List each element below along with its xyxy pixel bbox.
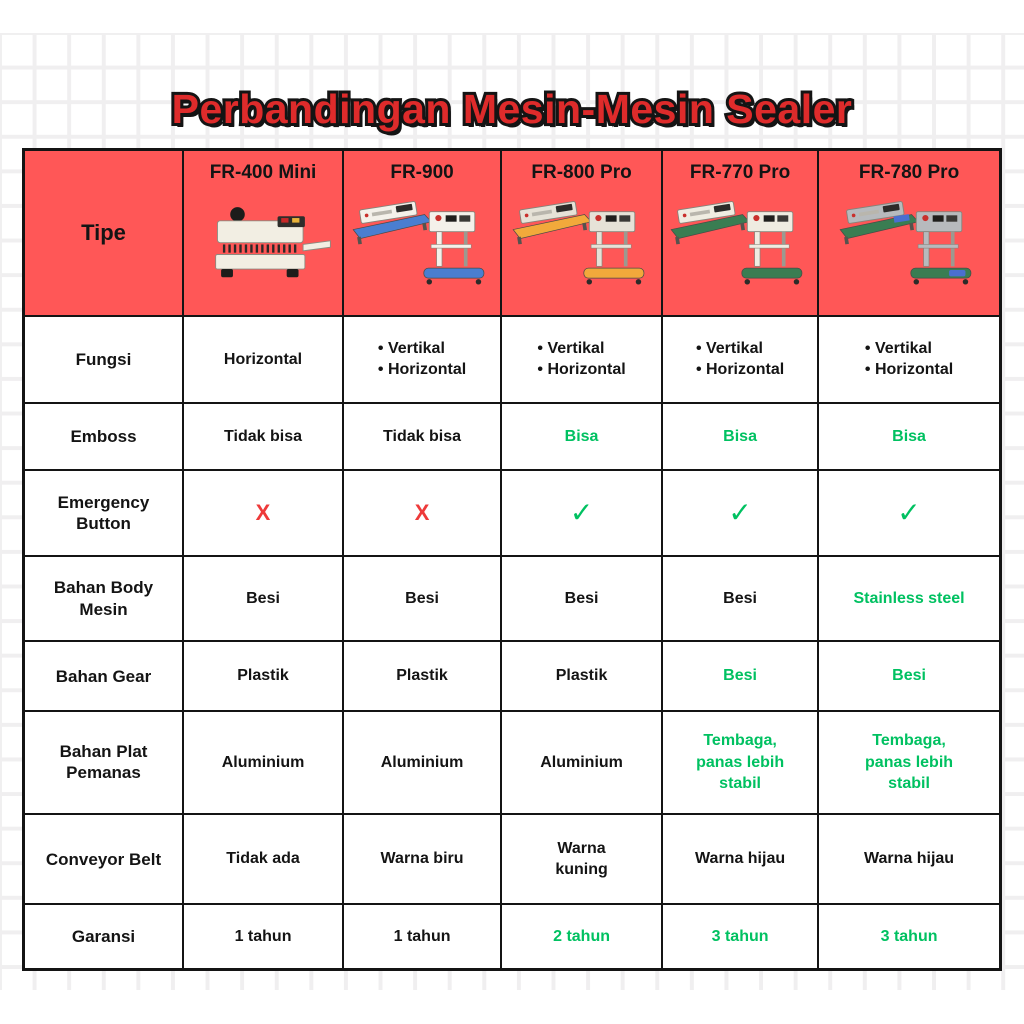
cell-bahan-plat-pemanas-fr-400-mini (184, 712, 344, 815)
cell-bahan-body-mesin-fr-780-pro (819, 557, 999, 642)
row-label-text: Emergency Button (57, 492, 150, 533)
cell-fungsi-fr-800-pro (502, 317, 663, 404)
cell-value: Aluminium (221, 753, 305, 771)
cell-bahan-plat-pemanas-fr-770-pro (663, 712, 819, 815)
row-label-text: Garansi (71, 927, 136, 947)
cell-emboss-fr-780-pro (819, 404, 999, 471)
cell-value: Stainless steel (853, 589, 965, 607)
row-label-bahan-gear (25, 642, 184, 711)
tipe-label: Tipe (81, 219, 126, 245)
row-label-text: Bahan Gear (55, 666, 152, 686)
cell-bahan-plat-pemanas-fr-800-pro (502, 712, 663, 815)
cell-bahan-gear-fr-400-mini (184, 642, 344, 711)
machine-name-fr-770-pro: FR-770 Pro (689, 162, 791, 183)
machine-image-fr-800-pro (507, 188, 657, 295)
row-label-bahan-plat-pemanas (25, 712, 184, 815)
cell-garansi-fr-900 (344, 905, 502, 968)
cell-emergency-button-fr-770-pro (663, 471, 819, 557)
cell-bahan-plat-pemanas-fr-780-pro (819, 712, 999, 815)
cell-value: Tidak bisa (383, 427, 462, 445)
cell-emboss-fr-770-pro (663, 404, 819, 471)
cross-mark-icon: X (255, 499, 271, 525)
cell-garansi-fr-770-pro (663, 905, 819, 968)
cell-bahan-gear-fr-770-pro (663, 642, 819, 711)
cell-value: Tidak bisa (224, 427, 302, 445)
cell-bahan-body-mesin-fr-770-pro (663, 557, 819, 642)
row-label-garansi (25, 905, 184, 968)
cell-value: Tidak ada (226, 850, 300, 868)
check-mark-icon: ✓ (897, 496, 921, 528)
cell-value: Aluminium (380, 753, 464, 771)
column-header-fr-900 (344, 151, 502, 317)
cell-emergency-button-fr-900 (344, 471, 502, 557)
row-label-fungsi (25, 317, 184, 404)
cell-value: Besi (246, 589, 280, 607)
row-label-text: Bahan Plat Pemanas (59, 742, 148, 783)
cell-fungsi-fr-900 (344, 317, 502, 404)
machine-name-fr-800-pro: FR-800 Pro (531, 162, 632, 183)
check-mark-icon: ✓ (569, 496, 594, 528)
cell-value: 1 tahun (234, 927, 292, 945)
cell-value: Tembaga, panas lebih stabil (696, 732, 785, 793)
row-label-emboss (25, 404, 184, 471)
cell-fungsi-fr-780-pro (819, 317, 999, 404)
cell-value: Bisa (723, 427, 757, 445)
cell-bahan-gear-fr-800-pro (502, 642, 663, 711)
cell-value: Warna biru (380, 850, 464, 868)
cell-bahan-gear-fr-900 (344, 642, 502, 711)
cell-emboss-fr-800-pro (502, 404, 663, 471)
cell-conveyor-belt-fr-780-pro (819, 815, 999, 905)
cell-garansi-fr-780-pro (819, 905, 999, 968)
cell-conveyor-belt-fr-770-pro (663, 815, 819, 905)
page-title: Perbandingan Mesin-Mesin Sealer (171, 86, 853, 132)
column-header-fr-770-pro (663, 151, 819, 317)
cell-value: 2 tahun (553, 927, 610, 945)
machine-image-fr-900 (347, 188, 497, 295)
cell-bahan-body-mesin-fr-400-mini (184, 557, 344, 642)
column-header-tipe (25, 151, 184, 317)
machine-name-fr-780-pro: FR-780 Pro (858, 162, 960, 183)
row-label-text: Fungsi (75, 349, 132, 369)
cell-fungsi-fr-770-pro (663, 317, 819, 404)
cell-value: Warna hijau (863, 850, 955, 868)
machine-name-fr-400-mini: FR-400 Mini (209, 162, 317, 183)
row-label-emergency-button (25, 471, 184, 557)
cell-bahan-body-mesin-fr-900 (344, 557, 502, 642)
row-label-bahan-body-mesin (25, 557, 184, 642)
cell-emboss-fr-900 (344, 404, 502, 471)
cell-fungsi-fr-400-mini (184, 317, 344, 404)
column-header-fr-400-mini (184, 151, 344, 317)
cell-value: Bisa (892, 427, 926, 445)
cell-value: Plastik (555, 667, 608, 685)
cell-emergency-button-fr-400-mini (184, 471, 344, 557)
cell-value: Besi (723, 589, 757, 607)
cell-value: Warna kuning (555, 839, 608, 879)
machine-image-fr-770-pro (665, 188, 815, 295)
cell-emergency-button-fr-800-pro (502, 471, 663, 557)
row-label-text: Conveyor Belt (45, 849, 162, 869)
cell-value: 3 tahun (711, 927, 769, 945)
cell-conveyor-belt-fr-800-pro (502, 815, 663, 905)
row-label-text: Emboss (70, 426, 137, 446)
cell-value: Besi (723, 667, 757, 685)
cell-value: Besi (892, 667, 926, 685)
column-header-fr-780-pro (819, 151, 999, 317)
cell-value: Bisa (564, 427, 599, 445)
cell-value: Besi (564, 589, 599, 607)
cell-value: Warna hijau (695, 850, 786, 868)
cell-value: Plastik (237, 667, 289, 685)
machine-image-fr-400-mini (188, 188, 338, 295)
cell-value: Besi (405, 589, 439, 607)
cell-value: Horizontal (223, 350, 303, 368)
cell-conveyor-belt-fr-900 (344, 815, 502, 905)
cell-emboss-fr-400-mini (184, 404, 344, 471)
cell-value: Plastik (396, 667, 448, 685)
row-label-conveyor-belt (25, 815, 184, 905)
cell-value: 3 tahun (880, 927, 938, 945)
cell-conveyor-belt-fr-400-mini (184, 815, 344, 905)
cell-value: Aluminium (540, 753, 623, 771)
machine-name-fr-900: FR-900 (390, 162, 454, 183)
cross-mark-icon: X (414, 499, 430, 525)
cell-value: • Vertikal • Horizontal (377, 339, 467, 379)
column-header-fr-800-pro (502, 151, 663, 317)
cell-value: • Vertikal • Horizontal (695, 339, 785, 379)
cell-garansi-fr-400-mini (184, 905, 344, 968)
cell-emergency-button-fr-780-pro (819, 471, 999, 557)
machine-image-fr-780-pro (834, 188, 984, 295)
cell-value: • Vertikal • Horizontal (864, 339, 954, 379)
cell-value: • Vertikal • Horizontal (537, 339, 626, 379)
check-mark-icon: ✓ (728, 496, 752, 528)
comparison-table (22, 148, 1002, 971)
cell-value: Tembaga, panas lebih stabil (865, 732, 954, 793)
cell-bahan-gear-fr-780-pro (819, 642, 999, 711)
cell-bahan-body-mesin-fr-800-pro (502, 557, 663, 642)
cell-value: 1 tahun (393, 927, 451, 945)
cell-garansi-fr-800-pro (502, 905, 663, 968)
cell-bahan-plat-pemanas-fr-900 (344, 712, 502, 815)
row-label-text: Bahan Body Mesin (53, 578, 154, 619)
